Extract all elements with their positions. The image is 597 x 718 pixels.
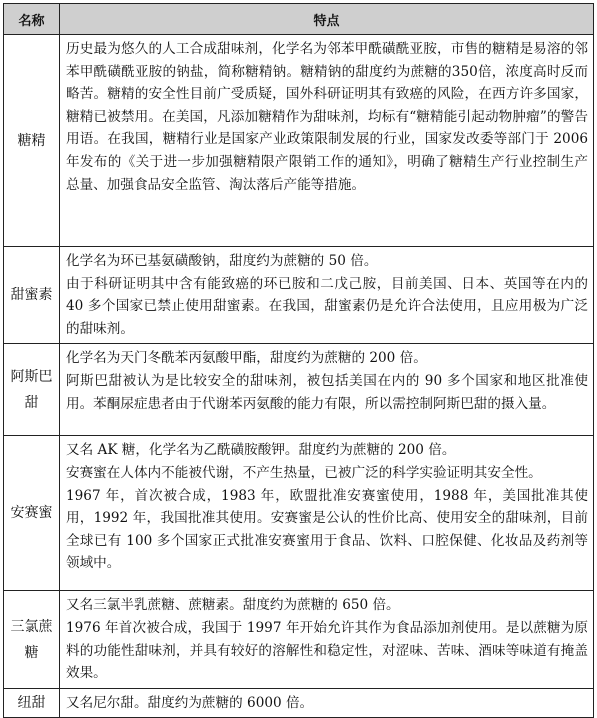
table-row: [4, 688, 594, 718]
description-paragraph: 1967 年，首次被合成，1983 年，欧盟批准安赛蜜使用，1988 年，美国批准其使用，1992 年，我国批准其使用。安赛蜜是公认的性价比高、使用安全的甜味剂，目前全球已有 100 多个国家正式批准安赛蜜用于食品、饮料、口腔保健、化妆品及药剂等领域中。: [66, 487, 588, 572]
description-paragraph: 历史最为悠久的人工合成甜味剂，化学名为邻苯甲酰磺酰亚胺，市售的糖精是易溶的邻苯甲酰磺酰亚胺的钠盐，简称糖精钠。糖精钠的甜度约为蔗糖的350倍，浓度高时反而略苦。糖精的安全性目前广受质疑，国外科研证明其有致癌的风险，在西方许多国家，糖精已被禁用。在美国，凡添加糖精作为甜味剂，均标有“糖精能引起动物肿瘤”的警告用语。在我国，糖精行业是国家产业政策限制发展的行业，国家发改委等部门于 2006 年发布的《关于进一步加强糖精限产限销工作的通知》，明确了糖精生产行业控制生产总量、加强食品安全监管、淘汰落后产能等措施。: [66, 41, 588, 193]
sweetener-description: [60, 344, 594, 436]
sweeteners-table: [3, 3, 594, 718]
table-row: [4, 344, 594, 436]
sweetener-name: 纽甜: [4, 688, 60, 718]
table-header-row: [4, 4, 594, 35]
header-features: 特点: [60, 4, 594, 35]
description-paragraph: 1976 年首次被合成，我国于 1997 年开始允许其作为食品添加剂使用。是以蔗糖为原料的功能性甜味剂，并具有较好的溶解性和稳定性，对涩味、苦味、酒味等味道有掩盖效果。: [66, 619, 588, 682]
table-row: [4, 247, 594, 344]
table-row: [4, 436, 594, 591]
sweetener-name: 三氯蔗糖: [4, 591, 60, 688]
description-paragraph: 由于科研证明其中含有能致癌的环已胺和二戊己胺，目前美国、日本、英国等在内的 40 多个国家已禁止使用甜蜜素。在我国，甜蜜素仍是允许合法使用，且应用极为广泛的甜味剂。: [66, 275, 588, 337]
sweetener-description: [60, 688, 594, 718]
sweetener-description: [60, 35, 594, 247]
description-paragraph: 阿斯巴甜被认为是比较安全的甜味剂，被包括美国在内的 90 多个国家和地区批准使用。苯酮尿症患者由于代谢苯丙氨酸的能力有限，所以需控制阿斯巴甜的摄入量。: [66, 372, 588, 412]
description-paragraph: 又名尼尔甜。甜度约为蔗糖的 6000 倍。: [66, 694, 314, 711]
sweetener-description: [60, 247, 594, 344]
description-paragraph: 化学名为天门冬酰苯丙氨酸甲酯，甜度约为蔗糖的 200 倍。: [66, 350, 427, 367]
table-row: [4, 591, 594, 688]
header-name: 名称: [4, 4, 60, 35]
sweetener-description: [60, 591, 594, 688]
description-paragraph: 安赛蜜在人体内不能被代谢，不产生热量，已被广泛的科学实验证明其安全性。: [66, 464, 542, 481]
table-row: [4, 35, 594, 247]
sweetener-name: 阿斯巴甜: [4, 344, 60, 436]
sweetener-name: 安赛蜜: [4, 436, 60, 591]
description-paragraph: 又名三氯半乳蔗糖、蔗糖素。甜度约为蔗糖的 650 倍。: [66, 597, 400, 614]
description-paragraph: 又名 AK 糖，化学名为乙酰磺胺酸钾。甜度约为蔗糖的 200 倍。: [66, 442, 456, 459]
sweetener-name: 甜蜜素: [4, 247, 60, 344]
description-paragraph: 化学名为环已基氨磺酸钠，甜度约为蔗糖的 50 倍。: [66, 253, 378, 269]
sweetener-description: [60, 436, 594, 591]
sweetener-name: 糖精: [4, 35, 60, 247]
